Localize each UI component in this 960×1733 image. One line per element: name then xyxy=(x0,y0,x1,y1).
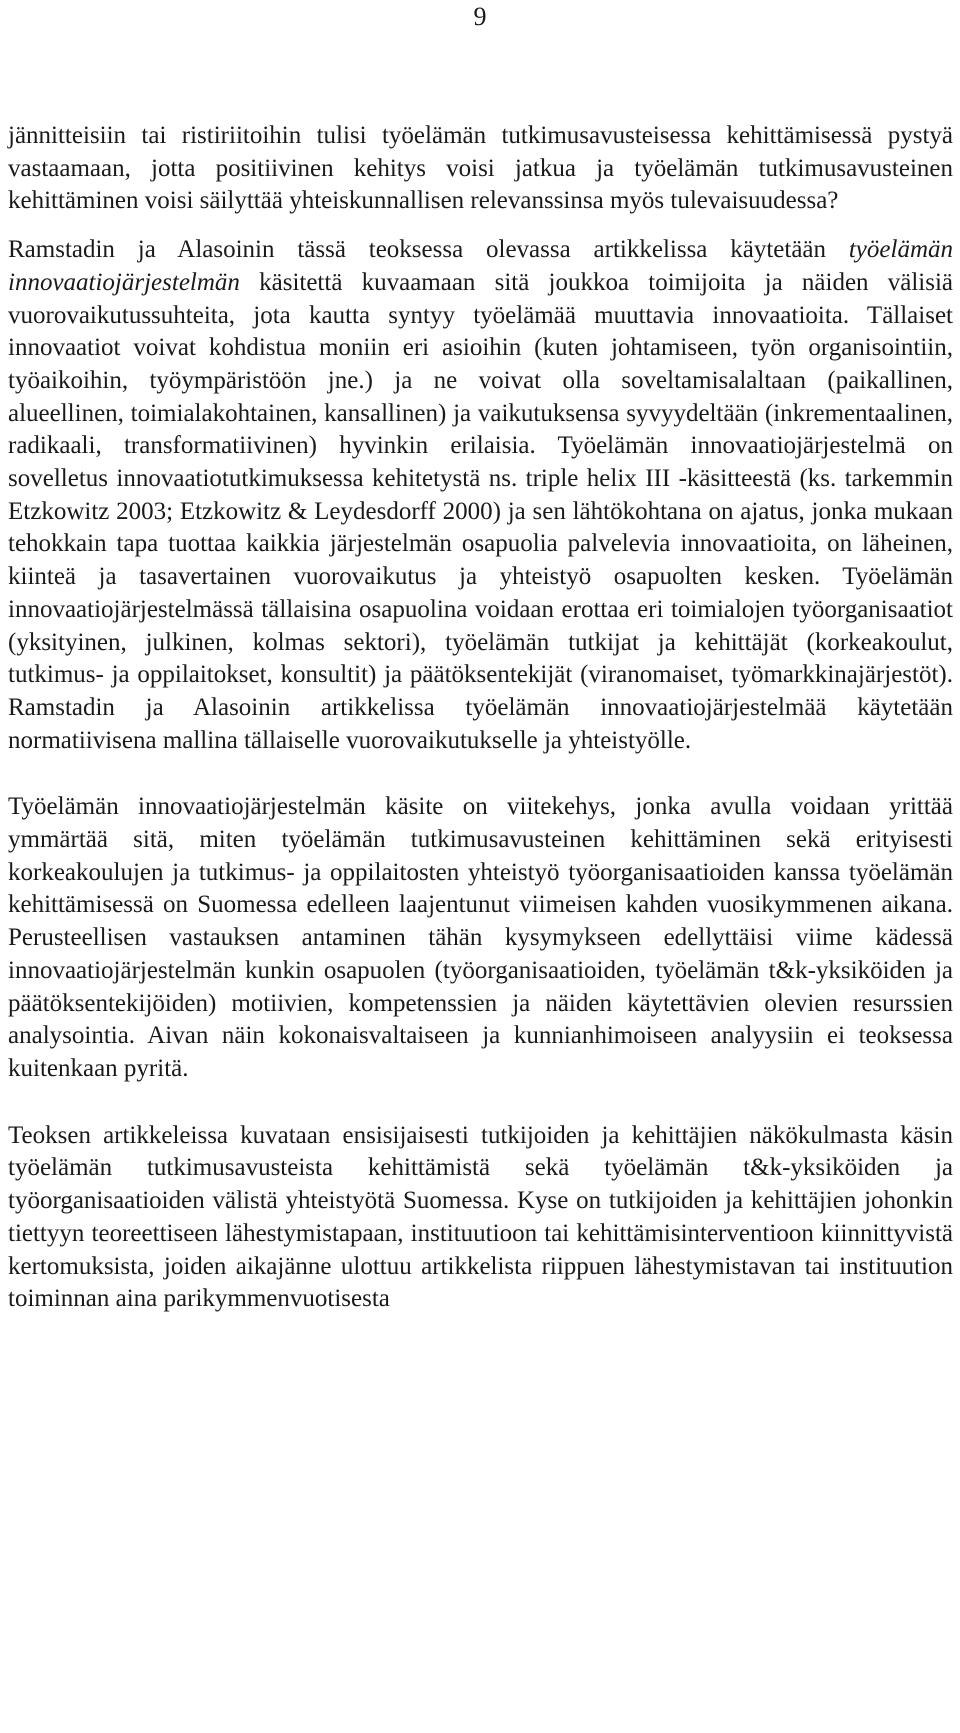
paragraph-1: jännitteisiin tai ristiriitoihin tulisi työelämän tutkimusavusteisessa kehittämisessä pystyä vastaamaan, jotta positiivinen kehitys voisi jatkua ja työelämän tutkimusavusteinen kehittäminen voisi säilyttää yhteiskunnallisen relevanssinsa myös tulevaisuudessa? xyxy=(8,122,953,215)
paragraph-3: Työelämän innovaatiojärjestelmän käsite on viitekehys, jonka avulla voidaan yrittää ymmärtää sitä, miten työelämän tutkimusavusteinen kehittäminen sekä erityisesti korkeakoulujen ja tutkimus- ja oppilaitosten yhteistyö työorganisaatioiden kanssa työelämän kehittämisessä on Suomessa edelleen laajentunut viimeisen kahden vuosikymmenen aikana. Perusteellisen vastauksen antaminen tähän kysymykseen edellyttäisi viime kädessä innovaatiojärjestelmän kunkin osapuolen (työorganisaatioiden, työelämän t&k-yksiköiden ja päätöksentekijöiden) motiivien, kompetenssien ja näiden käytettävien olevien resurssien analysointia. Aivan näin kokonaisvaltaiseen ja kunnianhimoiseen analyysiin ei teoksessa kuitenkaan pyritä. xyxy=(8,793,953,1082)
paragraph-2 xyxy=(8,234,953,757)
paragraph-2-intro: Ramstadin ja Alasoinin tässä teoksessa olevassa artikkelissa käytetään xyxy=(8,236,849,264)
document-body xyxy=(8,120,953,1316)
paragraph-2-rest: käsitettä kuvaamaan sitä joukkoa toimijoita ja näiden välisiä vuorovaikutussuhteita, jota kautta syntyy työelämää muuttavia innovaatioita. Tällaiset innovaatiot voivat kohdistua moniin eri asioihin (kuten johtamiseen, työn organisointiin, työaikoihin, työympäristöön jne.) ja ne voivat olla soveltamisalaltaan (paikallinen, alueellinen, toimialakohtainen, kansallinen) ja vaikutuksensa syvyydeltään (inkrementaalinen, radikaali, transformatiivinen) hyvinkin erilaisia. Työelämän innovaatiojärjestelmä on sovelletus innovaatiotutkimuksessa kehitetystä ns. triple helix III -käsitteestä (ks. tarkemmin Etzkowitz 2003; Etzkowitz & Leydesdorff 2000) ja sen lähtökohtana on ajatus, jonka mukaan tehokkain tapa tuottaa kaikkia järjestelmän osapuolia palvelevia innovaatioita, on läheinen, kiinteä ja tasavertainen vuorovaikutus ja yhteistyö osapuolten kesken. Työelämän innovaatiojärjestelmässä tällaisina osapuolina voidaan erottaa eri toimialojen työorganisaatiot (yksityinen, julkinen, kolmas sektori), työelämän tutkijat ja kehittäjät (korkeakoulut, tutkimus- ja oppilaitokset, konsultit) ja päätöksentekijät (viranomaiset, työmarkkinajärjestöt). Ramstadin ja Alasoinin artikkelissa työelämän innovaatiojärjestelmää käytetään normatiivisena mallina tällaiselle vuorovaikutukselle ja yhteistyölle. xyxy=(8,268,953,754)
paragraph-2-emphasis: työelämän innovaatiojärjestelmän xyxy=(8,236,953,296)
page-number: 9 xyxy=(473,2,487,31)
paragraph-4: Teoksen artikkeleissa kuvataan ensisijaisesti tutkijoiden ja kehittäjien näkökulmasta käsin työelämän tutkimusavusteista kehittämistä sekä työelämän t&k-yksiköiden ja työorganisaatioiden välistä yhteistyötä Suomessa. Kyse on tutkijoiden ja kehittäjien johonkin tiettyyn teoreettiseen lähestymistapaan, instituutioon tai kehittämisinterventioon kiinnittyvistä kertomuksista, joiden aikajänne ulottuu artikkelista riippuen lähestymistavan tai instituution toiminnan aina parikymmenvuotisesta xyxy=(8,1121,953,1313)
